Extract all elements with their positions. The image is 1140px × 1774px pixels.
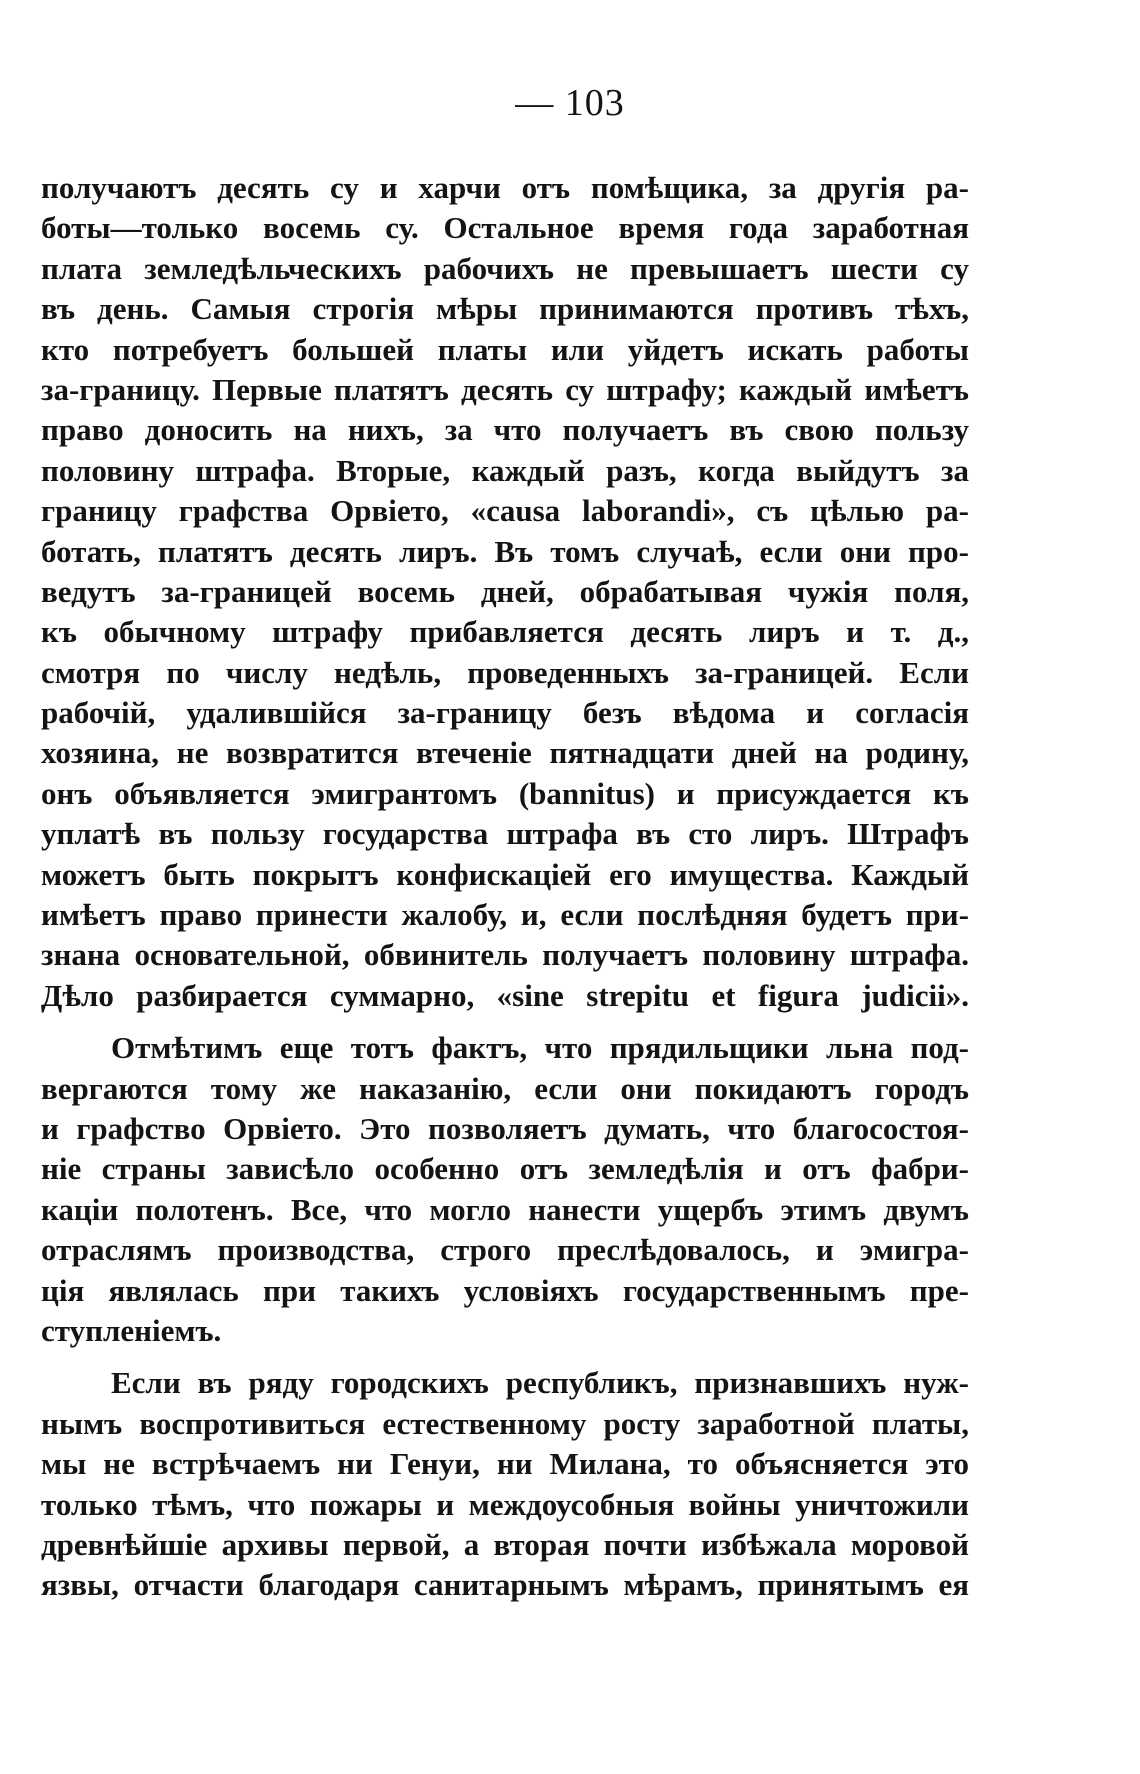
text-line: боты—только восемь су. Остальное время года заработная [41, 210, 969, 246]
page-number: — 103 [515, 82, 625, 124]
paragraph [41, 1028, 969, 1351]
text-line: получаютъ десять су и харчи отъ помѣщика, за другія ра- [41, 170, 969, 205]
text-line: ція являлась при такихъ условіяхъ государственнымъ пре- [41, 1272, 969, 1308]
text-line: Отмѣтимъ еще тотъ фактъ, что прядильщики льна под- [111, 1030, 969, 1066]
text-line: можетъ быть покрытъ конфискаціей его имущества. Каждый [41, 856, 969, 892]
text-line: онъ объявляется эмигрантомъ (bannitus) и присуждается къ [41, 775, 969, 811]
text-line: и графство Орвіето. Это позволяетъ думать, что благосостоя- [41, 1110, 969, 1146]
paragraph-gap [41, 1351, 969, 1363]
text-line: плата земледѣльческихъ рабочихъ не превышаетъ шести су [41, 250, 969, 286]
text-line: Если въ ряду городскихъ республикъ, признавшихъ нуж- [111, 1365, 969, 1401]
text-line: имѣетъ право принести жалобу, и, если послѣдняя будетъ при- [41, 897, 969, 933]
text-line: отраслямъ производства, строго преслѣдовалось, и эмигра- [41, 1232, 969, 1268]
text-line: право доносить на нихъ, за что получаетъ въ свою пользу [41, 412, 969, 448]
text-line: каціи полотенъ. Все, что могло нанести ущербъ этимъ двумъ [41, 1191, 969, 1227]
paragraph [41, 168, 969, 1016]
text-line: за-границу. Первые платятъ десять су штрафу; каждый имѣетъ [41, 371, 969, 407]
text-line: хозяина, не возвратится втеченіе пятнадцати дней на родину, [41, 735, 969, 771]
text-line: ведутъ за-границей восемь дней, обрабатывая чужія поля, [41, 573, 969, 609]
text-line: нымъ воспротивиться естественному росту заработной платы, [41, 1405, 969, 1441]
text-line: къ обычному штрафу прибавляется десять лиръ и т. д., [41, 614, 969, 650]
text-line: язвы, отчасти благодаря санитарнымъ мѣрамъ, принятымъ ея [41, 1567, 969, 1603]
text-line: рабочій, удалившійся за-границу безъ вѣдома и согласія [41, 695, 969, 731]
text-line: половину штрафа. Вторые, каждый разъ, когда выйдутъ за [41, 452, 969, 488]
text-line: Дѣло разбирается суммарно, «sine strepitu et figura judicii». [41, 977, 969, 1013]
paragraph-gap [41, 1016, 969, 1028]
body-text [41, 168, 969, 1606]
text-line: вергаются тому же наказанію, если они покидаютъ городъ [41, 1070, 969, 1106]
text-line: въ день. Самыя строгія мѣры принимаются противъ тѣхъ, [41, 291, 969, 327]
paragraph [41, 1363, 969, 1605]
text-line: только тѣмъ, что пожары и междоусобныя войны уничтожили [41, 1486, 969, 1522]
text-line: знана основательной, обвинитель получаетъ половину штрафа. [41, 937, 969, 973]
text-line: ботать, платятъ десять лиръ. Въ томъ случаѣ, если они про- [41, 533, 969, 569]
text-line: древнѣйшіе архивы первой, а вторая почти избѣжала моровой [41, 1526, 969, 1562]
text-line: границу графства Орвіето, «causa laborandi», съ цѣлью ра- [41, 493, 969, 529]
text-line: ніе страны зависѣло особенно отъ земледѣлія и отъ фабри- [41, 1151, 969, 1187]
text-line: мы не встрѣчаемъ ни Генуи, ни Милана, то объясняется это [41, 1446, 969, 1482]
text-line: ступленіемъ. [41, 1312, 222, 1348]
text-line: смотря по числу недѣль, проведенныхъ за-границей. Если [41, 654, 969, 690]
text-line: уплатѣ въ пользу государства штрафа въ сто лиръ. Штрафъ [41, 816, 969, 852]
text-line: кто потребуетъ большей платы или уйдетъ искать работы [41, 331, 969, 367]
